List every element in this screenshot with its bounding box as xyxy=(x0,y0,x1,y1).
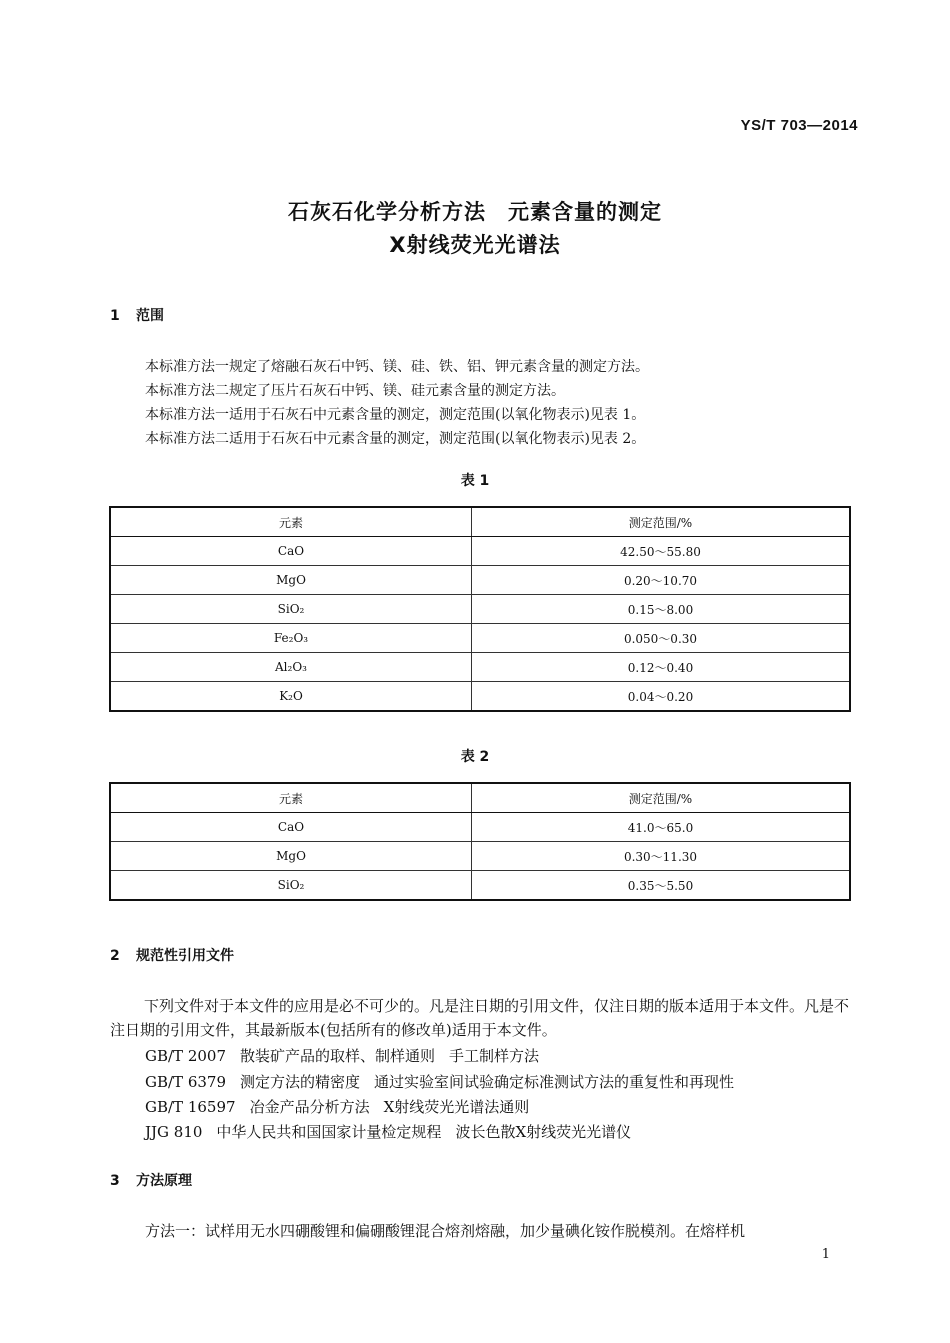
range-cell: 0.04～0.20 xyxy=(472,682,851,712)
scope-paragraph: 本标准方法二适用于石灰石中元素含量的测定，测定范围(以氧化物表示)见表 2。 xyxy=(145,431,646,447)
range-cell: 0.15～8.00 xyxy=(472,595,851,624)
table-1 xyxy=(109,506,851,712)
element-cell: K₂O xyxy=(110,682,472,712)
page-number: 1 xyxy=(821,1247,830,1262)
table-2-caption: 表 2 xyxy=(460,749,490,765)
column-header-element: 元素 xyxy=(110,783,472,813)
column-header-element: 元素 xyxy=(110,507,472,537)
reference-name: 冶金产品分析方法 xyxy=(249,1098,370,1116)
scope-paragraph: 本标准方法一适用于石灰石中元素含量的测定，测定范围(以氧化物表示)见表 1。 xyxy=(145,407,646,423)
table-row xyxy=(110,595,850,624)
section-1-heading xyxy=(110,305,164,325)
table-row xyxy=(110,624,850,653)
table-row xyxy=(110,871,850,901)
document-title-line2: X射线荧光光谱法 xyxy=(389,233,561,257)
section-title: 规范性引用文件 xyxy=(136,948,234,964)
document-title-line1: 石灰石化学分析方法 元素含量的测定 xyxy=(288,200,662,224)
element-cell: Fe₂O₃ xyxy=(110,624,472,653)
table-row xyxy=(110,566,850,595)
section-title: 范围 xyxy=(136,308,164,324)
section-3-heading xyxy=(110,1170,192,1190)
method-principle-text: 方法一：试样用无水四硼酸锂和偏硼酸锂混合熔剂熔融，加少量碘化铵作脱模剂。在熔样机 xyxy=(145,1222,746,1240)
references-intro-text: 下列文件对于本文件的应用是必不可少的。凡是注日期的引用文件，仅注日期的版本适用于本文件。凡是不注日期的引用文件，其最新版本(包括所有的修改单)适用于本文件。 xyxy=(110,997,850,1039)
table-1-caption: 表 1 xyxy=(460,473,490,489)
reference-name: 中华人民共和国国家计量检定规程 xyxy=(216,1123,442,1141)
element-cell: CaO xyxy=(110,537,472,566)
element-cell: SiO₂ xyxy=(110,595,472,624)
element-cell: SiO₂ xyxy=(110,871,472,901)
range-cell: 0.35～5.50 xyxy=(472,871,851,901)
reference-subtitle: 通过实验室间试验确定标准测试方法的重复性和再现性 xyxy=(374,1073,735,1091)
reference-code: GB/T 6379 xyxy=(145,1073,227,1091)
element-cell: MgO xyxy=(110,842,472,871)
table-header-row xyxy=(110,783,850,813)
reference-subtitle: X射线荧光光谱法通则 xyxy=(383,1098,530,1116)
reference-item xyxy=(145,1045,539,1067)
section-number: 1 xyxy=(110,308,120,324)
column-header-range: 测定范围/% xyxy=(472,783,851,813)
element-cell: MgO xyxy=(110,566,472,595)
reference-subtitle: 手工制样方法 xyxy=(449,1047,540,1065)
reference-name: 散装矿产品的取样、制样通则 xyxy=(240,1047,436,1065)
reference-code: GB/T 16597 xyxy=(145,1098,236,1116)
scope-paragraph: 本标准方法二规定了压片石灰石中钙、镁、硅元素含量的测定方法。 xyxy=(145,383,565,399)
standard-number: YS/T 703—2014 xyxy=(740,117,858,134)
section-number: 2 xyxy=(110,948,120,964)
table-row xyxy=(110,842,850,871)
reference-subtitle: 波长色散X射线荧光光谱仪 xyxy=(455,1123,632,1141)
scope-paragraph: 本标准方法一规定了熔融石灰石中钙、镁、硅、铁、铝、钾元素含量的测定方法。 xyxy=(145,359,649,375)
table-header-row xyxy=(110,507,850,537)
column-header-range: 测定范围/% xyxy=(472,507,851,537)
range-cell: 0.20～10.70 xyxy=(472,566,851,595)
reference-item xyxy=(145,1096,529,1118)
range-cell: 0.30～11.30 xyxy=(472,842,851,871)
range-cell: 0.050～0.30 xyxy=(472,624,851,653)
range-cell: 42.50～55.80 xyxy=(472,537,851,566)
element-cell: CaO xyxy=(110,813,472,842)
reference-item xyxy=(145,1071,734,1093)
section-title: 方法原理 xyxy=(136,1173,192,1189)
reference-name: 测定方法的精密度 xyxy=(240,1073,361,1091)
range-cell: 41.0～65.0 xyxy=(472,813,851,842)
reference-item xyxy=(145,1121,631,1143)
reference-code: JJG 810 xyxy=(145,1123,203,1141)
table-2 xyxy=(109,782,851,901)
reference-code: GB/T 2007 xyxy=(145,1047,227,1065)
table-row xyxy=(110,653,850,682)
table-row xyxy=(110,682,850,712)
table-row xyxy=(110,537,850,566)
table-row xyxy=(110,813,850,842)
range-cell: 0.12～0.40 xyxy=(472,653,851,682)
references-intro xyxy=(110,994,854,1042)
section-2-heading xyxy=(110,945,234,965)
element-cell: Al₂O₃ xyxy=(110,653,472,682)
section-number: 3 xyxy=(110,1173,120,1189)
